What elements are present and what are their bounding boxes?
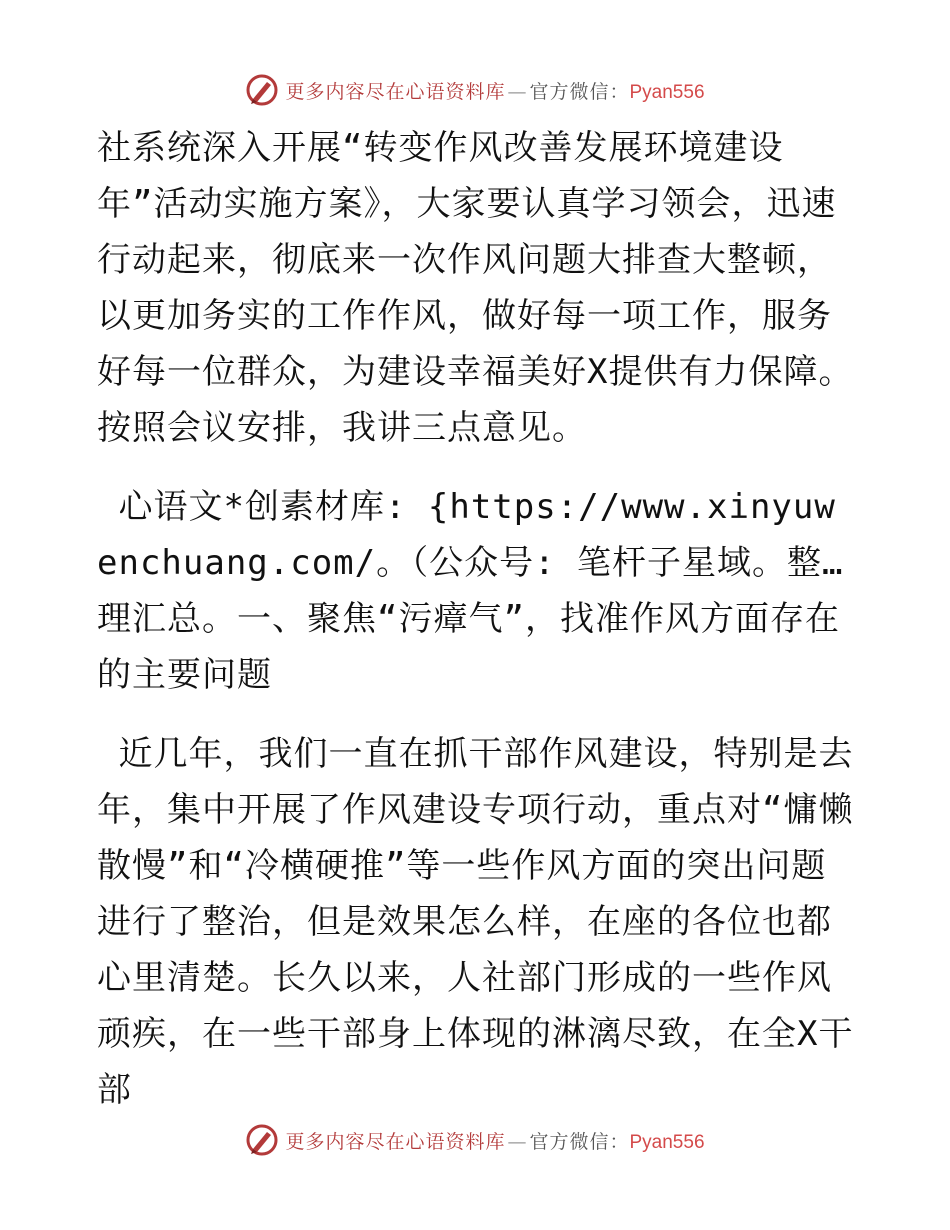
footer-contact-id: Pyan556	[629, 1131, 705, 1153]
footer-contact-label: 官方微信：	[529, 1130, 630, 1153]
page-header	[0, 70, 950, 110]
page-footer	[0, 1120, 950, 1160]
footer-brand	[245, 1123, 704, 1157]
paragraph-source-and-heading: 心语文*创素材库: {https://www.xinyuwenchuang.com/。（公众号: 笔杆子星域。整…理汇总。一、聚焦“污瘴气”，找准作风方面存在的主要问题	[97, 487, 844, 695]
footer-brand-text	[285, 1127, 704, 1154]
paragraph-intro: 社系统深入开展“转变作风改善发展环境建设年”活动实施方案》，大家要认真学习领会，迅速行动起来，彻底来一次作风问题大排查大整顿，以更加务实的工作作风，做好每一项工作，服务好每一位群众，为建设幸福美好X提供有力保障。按照会议安排，我讲三点意见。	[97, 128, 854, 448]
pen-circle-logo-icon	[245, 73, 279, 107]
footer-brand-title: 更多内容尽在心语资料库	[285, 1130, 506, 1153]
header-brand	[245, 73, 704, 107]
header-contact-id: Pyan556	[629, 81, 705, 103]
footer-separator: —	[507, 1130, 528, 1153]
document-body	[97, 120, 857, 1141]
header-separator: —	[507, 80, 528, 103]
header-contact-label: 官方微信：	[529, 80, 630, 103]
header-brand-text	[285, 77, 704, 104]
header-brand-title: 更多内容尽在心语资料库	[285, 80, 506, 103]
pen-circle-logo-icon	[245, 1123, 279, 1157]
paragraph-body: 近几年，我们一直在抓干部作风建设，特别是去年，集中开展了作风建设专项行动，重点对“慵懒散慢”和“冷横硬推”等一些作风方面的突出问题进行了整治，但是效果怎么样，在座的各位也都心里清楚。长久以来，人社部门形成的一些作风顽疾，在一些干部身上体现的淋漓尽致，在全X干部	[97, 734, 854, 1110]
